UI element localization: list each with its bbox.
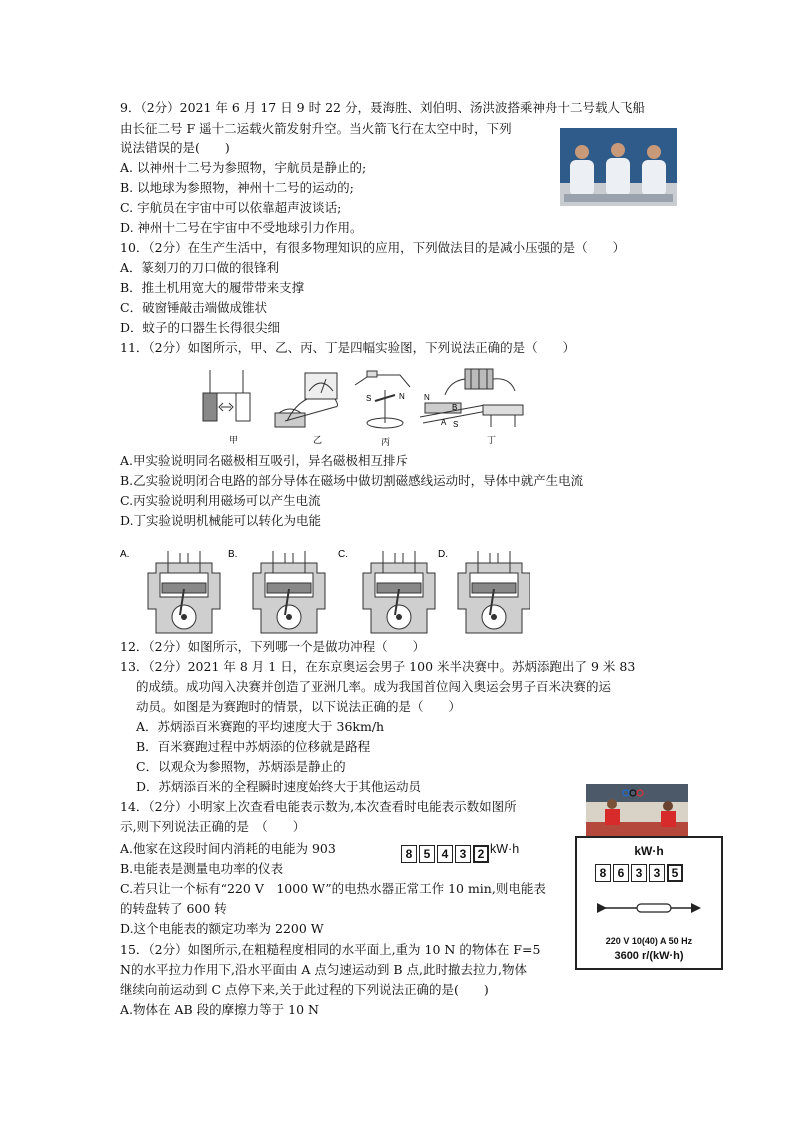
q9-option-a: A. 以神州十二号为参照物，宇航员是静止的; (120, 160, 367, 175)
meter-digit: 3 (649, 864, 665, 882)
prev-digit: 4 (437, 845, 453, 863)
meter-rate: 3600 r/(kW·h) (614, 950, 684, 962)
figure-ding-n-label: N (424, 393, 430, 402)
engine-c (363, 551, 435, 633)
meter-digit-decimal: 5 (667, 864, 683, 882)
figure-bing-s-label: S (366, 394, 372, 403)
q13-option-a: A．苏炳添百米赛跑的平均速度大于 36km/h (136, 719, 385, 734)
q13-option-d: D．苏炳添百米的全程瞬时速度始终大于其他运动员 (136, 779, 422, 794)
meter-digit: 8 (595, 864, 611, 882)
q10-option-a: A．篆刻刀的刀口做的很锋利 (120, 260, 280, 275)
q9-option-c: C. 宇航员在宇宙中可以依靠超声波谈话; (120, 200, 342, 215)
q10-option-b: B．推土机用宽大的履带带来支撑 (120, 280, 305, 295)
figure-ding-s-label: S (453, 420, 459, 429)
engine-b (253, 551, 325, 633)
engine-a (148, 551, 220, 633)
q15-stem-line2: N的水平拉力作用下,沿水平面由 A 点匀速运动到 B 点,此时撤去拉力,物体 (120, 962, 527, 977)
q10-option-c: C．破窗锤敲击端做成锥状 (120, 300, 268, 315)
figure-ding-a-label: A (441, 418, 447, 427)
figure-jia-magnets (203, 370, 250, 421)
q13-option-b: B．百米赛跑过程中苏炳添的位移就是路程 (136, 739, 371, 754)
q14-stem-line2: 示,则下列说法正确的是 （ ） (120, 819, 306, 834)
q10-stem: 10．（2分）在生产生活中，有很多物理知识的应用，下列做法目的是减小压强的是（ ） (120, 240, 626, 255)
q13-stem-line2: 的成绩。成功闯入决赛并创造了亚洲几率。成为我国首位闯入奥运会男子百米决赛的运 (136, 679, 612, 694)
engine-label-d: D. (438, 549, 448, 560)
meter-spec: 220 V 10(40) A 50 Hz (605, 936, 693, 946)
q15-option-a: A.物体在 AB 段的摩擦力等于 10 N (120, 1002, 319, 1017)
q14-option-a: A.他家在这段时间内消耗的电能为 903 (120, 841, 336, 856)
q11-option-b: B.乙实验说明闭合电路的部分导体在磁场中做切割磁感线运动时，导体中就产生电流 (120, 473, 584, 488)
q15-stem-line3: 继续向前运动到 C 点停下来,关于此过程的下列说法正确的是( ) (120, 982, 489, 997)
q15-stem-line1: 15．（2分）如图所示,在粗糙程度相同的水平面上,重为 10 N 的物体在 F=5 (120, 942, 541, 957)
prev-digit: 5 (419, 845, 435, 863)
q9-stem-line1: 9．（2分）2021 年 6 月 17 日 9 时 22 分，聂海胜、刘伯明、汤洪波搭乘神舟十二号载人飞船 (120, 100, 645, 115)
meter-disc-arrow-icon (595, 900, 703, 916)
figure-yi-generator (275, 373, 338, 427)
electric-meter (575, 836, 723, 970)
sprinter-photo (586, 784, 688, 838)
prev-digit: 3 (455, 845, 471, 863)
engine-label-a: A. (120, 549, 130, 560)
q9-stem-line3: 说法错误的是( ) (120, 140, 230, 155)
q14-stem-line1: 14．（2分）小明家上次查看电能表示数为,本次查看时电能表示数如图所 (120, 799, 517, 814)
astronaut-photo (560, 128, 677, 206)
experiment-figures (195, 365, 535, 450)
q13-stem-line1: 13．（2分）2021 年 8 月 1 日，在东京奥运会男子 100 米半决赛中。苏炳添跑出了 9 米 83 (120, 659, 636, 674)
q11-option-d: D.丁实验说明机械能可以转化为电能 (120, 513, 322, 528)
q9-stem-line2: 由长征二号 F 遥十二运载火箭发射升空。当火箭飞行在太空中时，下列 (120, 121, 512, 136)
q14-option-a-unit: kW·h (490, 842, 520, 856)
q14-option-d: D.这个电能表的额定功率为 2200 W (120, 921, 324, 936)
engine-d (458, 551, 530, 633)
previous-meter-reading (401, 845, 491, 863)
meter-digit: 6 (613, 864, 629, 882)
q13-stem-line3: 动员。如图是为赛跑时的情景，以下说法正确的是（ ） (136, 699, 462, 714)
engine-stroke-figures (120, 545, 530, 637)
meter-digit: 3 (631, 864, 647, 882)
prev-digit: 8 (401, 845, 417, 863)
figure-ding-motor (420, 369, 523, 427)
q14-option-b: B.电能表是测量电功率的仪表 (120, 861, 284, 876)
meter-reading (595, 864, 685, 882)
q14-option-c-line2: 的转盘转了 600 转 (120, 901, 227, 916)
engine-label-c: C. (338, 549, 348, 560)
q14-option-c-line1: C.若只让一个标有“220 V 1000 W”的电热水器正常工作 10 min,则电能表 (120, 881, 546, 896)
q11-option-a: A.甲实验说明同名磁极相互吸引，异名磁极相互排斥 (120, 453, 409, 468)
figure-label-jia: 甲 (229, 435, 239, 445)
q11-stem: 11．（2分）如图所示，甲、乙、丙、丁是四幅实验图，下列说法正确的是（ ） (120, 340, 576, 355)
figure-label-bing: 丙 (381, 437, 391, 447)
figure-bing-n-label: N (399, 392, 405, 401)
prev-digit-decimal: 2 (473, 845, 489, 863)
figure-label-ding: 丁 (487, 435, 497, 445)
q9-option-d: D. 神州十二号在宇宙中不受地球引力作用。 (120, 220, 363, 235)
q12-stem: 12．（2分）如图所示，下列哪一个是做功冲程（ ） (120, 639, 426, 654)
figure-ding-b-label: B (452, 403, 458, 412)
q9-option-b: B. 以地球为参照物，神州十二号的运动的; (120, 180, 354, 195)
figure-label-yi: 乙 (313, 435, 323, 445)
q10-option-d: D．蚊子的口器生长得很尖细 (120, 320, 281, 335)
q11-option-c: C.丙实验说明利用磁场可以产生电流 (120, 493, 321, 508)
q13-option-c: C．以观众为参照物，苏炳添是静止的 (136, 759, 346, 774)
meter-unit: kW·h (634, 844, 664, 858)
engine-label-b: B. (228, 549, 238, 560)
